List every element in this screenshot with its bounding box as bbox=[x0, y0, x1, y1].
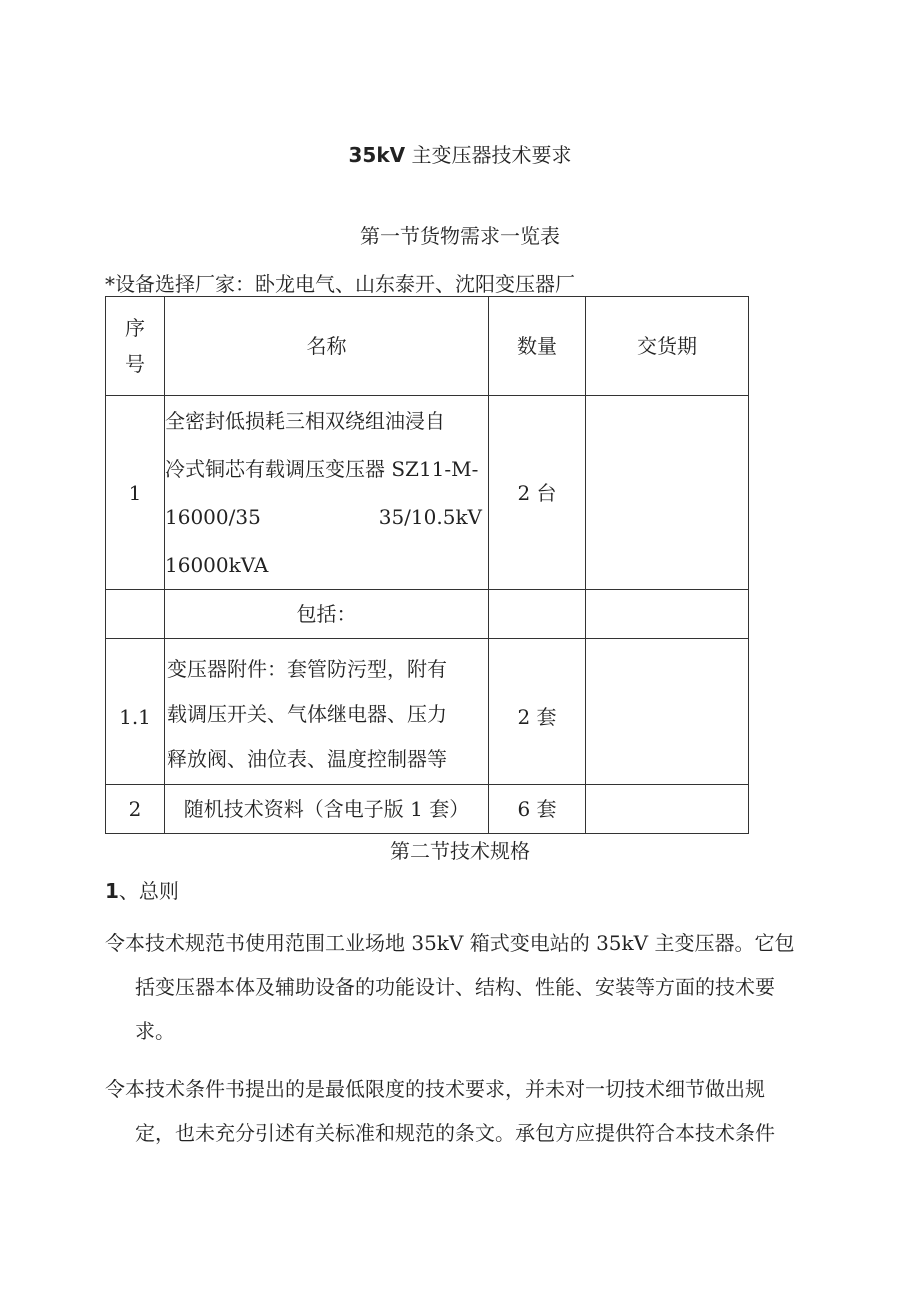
paragraph-scope bbox=[105, 921, 845, 1053]
paragraph-min-line2: 定，也未充分引述有关标准和规范的条文。承包方应提供符合本技术条件 bbox=[135, 1121, 775, 1145]
header-seq-line1: 序 bbox=[125, 316, 145, 340]
row1-name-line4: 16000kVA bbox=[165, 552, 269, 577]
row11-seq-text: 1.1 bbox=[119, 704, 151, 729]
row1-model: 16000/35 bbox=[165, 504, 261, 529]
table-row bbox=[106, 396, 749, 590]
row11-delivery bbox=[586, 639, 749, 785]
table-row bbox=[106, 639, 749, 785]
paragraph-scope-line1: 令本技术规范书使用范围工业场地 35kV 箱式变电站的 35kV 主变压器。它包 bbox=[105, 931, 795, 955]
row-includes-qty bbox=[489, 590, 586, 639]
row1-delivery bbox=[586, 396, 749, 590]
row11-name-line3: 释放阀、油位表、温度控制器等 bbox=[167, 747, 447, 771]
table-row bbox=[106, 590, 749, 639]
row1-qty: 2 台 bbox=[489, 396, 586, 590]
row11-name bbox=[165, 639, 489, 785]
row11-name-line1: 变压器附件：套管防污型，附有 bbox=[167, 657, 447, 681]
heading-text: 、总则 bbox=[118, 879, 179, 903]
row1-seq: 1 bbox=[106, 396, 165, 590]
title-text: 主变压器技术要求 bbox=[405, 143, 572, 167]
header-name: 名称 bbox=[165, 297, 489, 396]
row1-name-line1: 全密封低损耗三相双绕组油浸自 bbox=[165, 408, 445, 433]
table-row bbox=[106, 785, 749, 834]
row1-voltage: 35/10.5kV bbox=[378, 504, 482, 529]
table-header-row bbox=[106, 297, 749, 396]
row11-seq bbox=[106, 639, 165, 785]
header-delivery: 交货期 bbox=[586, 297, 749, 396]
section-2-title: 第二节技术规格 bbox=[390, 839, 530, 863]
goods-requirement-table bbox=[105, 296, 749, 834]
row2-qty: 6 套 bbox=[489, 785, 586, 834]
title-voltage: 35kV bbox=[348, 143, 406, 167]
row1-name-line2: 冷式铜芯有载调压变压器 SZ11-M- bbox=[165, 456, 479, 481]
row11-name-line2: 载调压开关、气体继电器、压力 bbox=[167, 702, 447, 726]
header-qty: 数量 bbox=[489, 297, 586, 396]
row2-seq: 2 bbox=[106, 785, 165, 834]
paragraph-minimum-requirements bbox=[105, 1067, 845, 1155]
header-seq-line2: 号 bbox=[125, 352, 145, 376]
paragraph-scope-line2: 括变压器本体及辅助设备的功能设计、结构、性能、安装等方面的技术要 bbox=[135, 975, 775, 999]
supplier-note: *设备选择厂家：卧龙电气、山东泰开、沈阳变压器厂 bbox=[105, 272, 575, 296]
row1-name bbox=[165, 396, 489, 590]
row-includes-name: 包括： bbox=[165, 590, 489, 639]
row2-delivery bbox=[586, 785, 749, 834]
row11-qty-text: 2 套 bbox=[517, 704, 557, 729]
heading-number: 1 bbox=[105, 879, 119, 903]
row-includes-seq bbox=[106, 590, 165, 639]
heading-general bbox=[105, 877, 179, 905]
section-1-title: 第一节货物需求一览表 bbox=[360, 224, 560, 248]
document-title bbox=[0, 141, 920, 169]
paragraph-min-line1: 令本技术条件书提出的是最低限度的技术要求，并未对一切技术细节做出规 bbox=[105, 1077, 765, 1101]
header-seq bbox=[106, 297, 165, 396]
row1-spec-line bbox=[165, 493, 488, 541]
paragraph-scope-line3: 求。 bbox=[135, 1019, 175, 1043]
row11-qty bbox=[489, 639, 586, 785]
row2-name: 随机技术资料（含电子版 1 套） bbox=[165, 785, 489, 834]
row-includes-delivery bbox=[586, 590, 749, 639]
